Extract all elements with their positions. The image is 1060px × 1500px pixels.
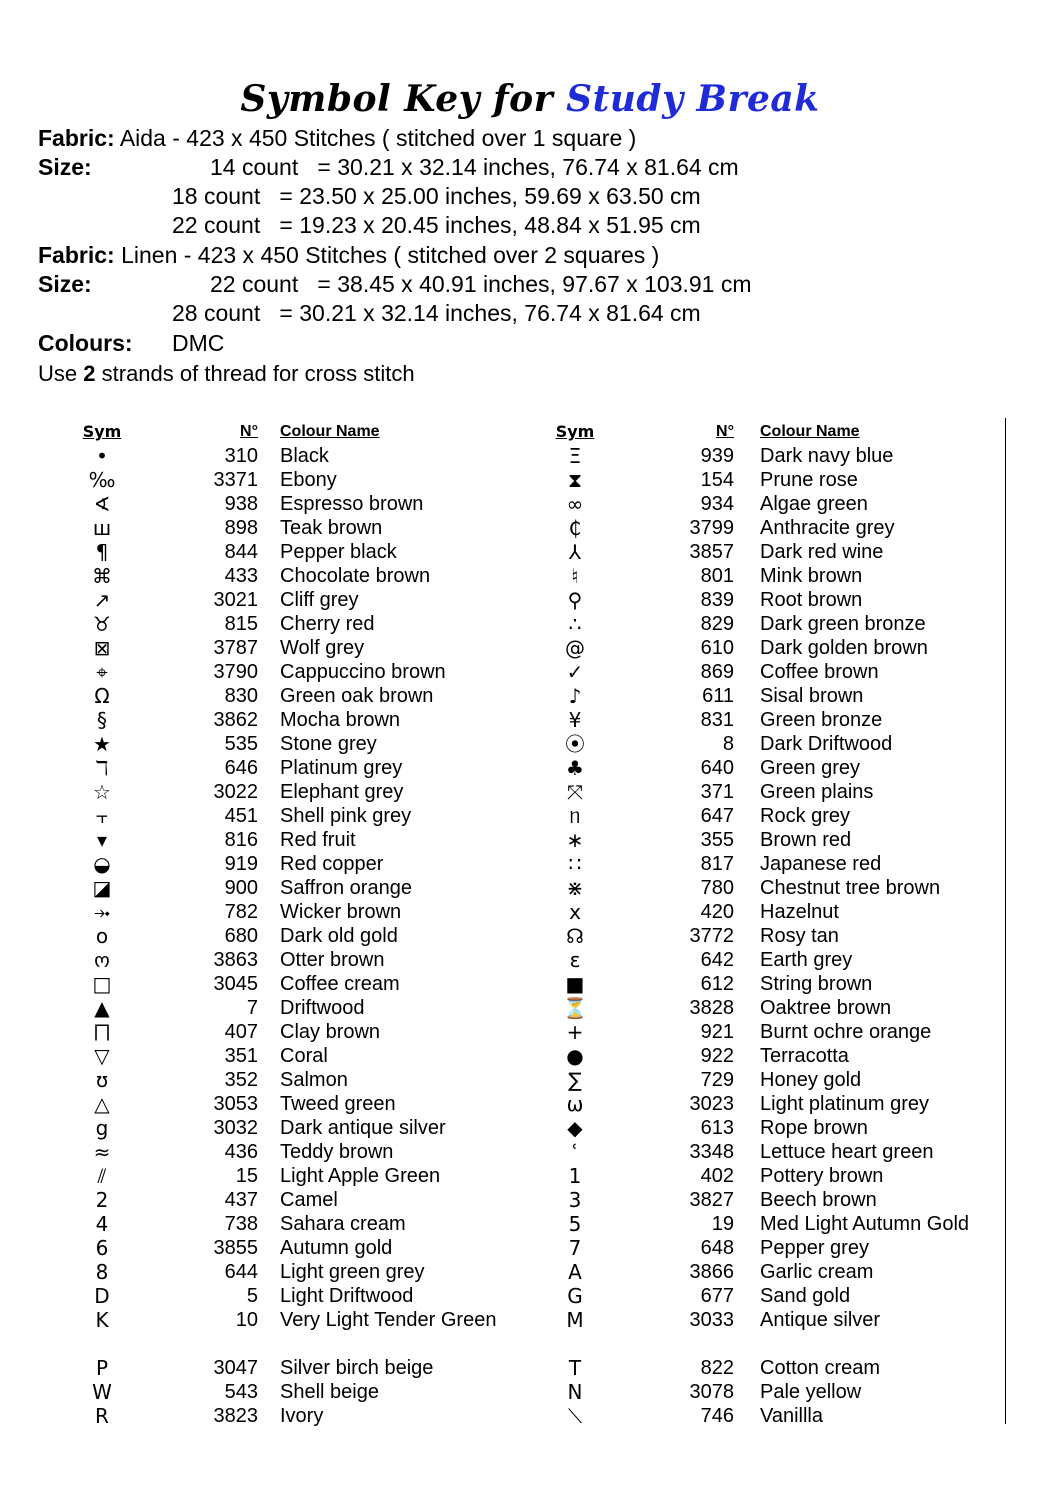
dmc-number: 402 [700, 1165, 734, 1187]
dmc-number: 3371 [213, 469, 258, 491]
stitch-symbol-icon: ო [94, 948, 110, 972]
stitch-symbol-icon: + [566, 1020, 584, 1044]
colour-name: Driftwood [280, 997, 365, 1019]
stitch-symbol-icon: ☆ [93, 780, 111, 804]
stitch-symbol-icon: ω [566, 1092, 584, 1116]
colour-name: Silver birch beige [280, 1357, 434, 1379]
colour-name: Red fruit [280, 829, 356, 851]
stitch-symbol-icon: ∷ [568, 852, 582, 876]
dmc-number: 407 [224, 1021, 258, 1043]
dmc-number: 451 [224, 805, 258, 827]
colour-name: Tweed green [280, 1093, 396, 1115]
colour-name: Algae green [760, 493, 868, 515]
stitch-symbol-icon: ‰ [88, 468, 116, 492]
colour-name: Sand gold [760, 1285, 851, 1307]
colour-name: Red copper [280, 853, 384, 875]
stitch-symbol-icon: ⤞ [94, 900, 110, 924]
stitch-symbol-icon: 6 [95, 1236, 109, 1260]
colour-name: Mink brown [760, 565, 863, 587]
dmc-number: 3078 [689, 1381, 734, 1403]
stitch-symbol-icon: ■ [565, 972, 585, 996]
size-row: 14 count = 30.21 x 32.14 inches, 76.74 x 81.64 cm [210, 154, 739, 180]
colour-name: Otter brown [280, 949, 385, 971]
stitch-symbol-icon: ∢ [93, 492, 111, 516]
strands-pre: Use [38, 361, 78, 386]
dmc-number: 3862 [213, 709, 258, 731]
dmc-number: 437 [224, 1189, 258, 1211]
dmc-number: 3787 [213, 637, 258, 659]
strands-count: 2 [83, 361, 96, 386]
dmc-number: 7 [246, 997, 258, 1019]
pattern-name: Study Break [566, 78, 820, 120]
stitch-symbol-icon: ▲ [94, 996, 110, 1020]
fabric-linen-text: Linen - 423 x 450 Stitches ( stitched over 2 squares ) [121, 242, 660, 268]
dmc-number: 815 [224, 613, 258, 635]
fabric-linen-line [38, 241, 659, 270]
stitch-symbol-icon: ⫟ [95, 804, 109, 828]
colour-name: Rosy tan [760, 925, 839, 947]
stitch-symbol-icon: ∗ [566, 828, 584, 852]
dmc-number: 3047 [213, 1357, 258, 1379]
colour-name: Light platinum grey [760, 1093, 929, 1115]
dmc-number: 3855 [213, 1237, 258, 1259]
colour-name: Pepper grey [760, 1237, 869, 1259]
stitch-symbol-icon: ⌘ [92, 564, 112, 588]
colour-name: Cliff grey [280, 589, 359, 611]
dmc-number: 3033 [689, 1309, 734, 1331]
stitch-symbol-icon: ⟍ [568, 1404, 582, 1428]
header-sym: Sym [82, 422, 122, 441]
stitch-symbol-icon: ¶ [95, 540, 109, 564]
dmc-number: 612 [700, 973, 734, 995]
dmc-number: 782 [224, 901, 258, 923]
colour-name: Light green grey [280, 1261, 425, 1283]
dmc-number: 310 [224, 445, 258, 467]
colour-name: Chestnut tree brown [760, 877, 941, 899]
colour-name: Terracotta [760, 1045, 849, 1067]
stitch-symbol-icon: D [94, 1284, 110, 1308]
dmc-number: 921 [700, 1021, 734, 1043]
colour-name: Green grey [760, 757, 861, 779]
size-row: 22 count = 38.45 x 40.91 inches, 97.67 x 103.91 cm [210, 271, 752, 297]
dmc-number: 640 [700, 757, 734, 779]
colour-name: Earth grey [760, 949, 853, 971]
colour-name: Shell pink grey [280, 805, 412, 827]
colour-name: Cotton cream [760, 1357, 881, 1379]
colour-name: Dark green bronze [760, 613, 926, 635]
colour-name: Sisal brown [760, 685, 864, 707]
colour-name: Coral [280, 1045, 328, 1067]
stitch-symbol-icon: ⚲ [567, 588, 583, 612]
dmc-number: 919 [224, 853, 258, 875]
colour-name: Coffee brown [760, 661, 879, 683]
dmc-number: 610 [700, 637, 734, 659]
stitch-symbol-icon: ▾ [96, 828, 108, 852]
dmc-number: 680 [224, 925, 258, 947]
colour-name: Anthracite grey [760, 517, 895, 539]
stitch-symbol-icon: ⦿ [565, 732, 585, 756]
dmc-number: 436 [224, 1141, 258, 1163]
stitch-symbol-icon: △ [94, 1092, 110, 1116]
dmc-number: 3857 [689, 541, 734, 563]
dmc-number: 3828 [689, 997, 734, 1019]
colour-name: Chocolate brown [280, 565, 431, 587]
dmc-number: 839 [700, 589, 734, 611]
header-colour-name: Colour Name [280, 423, 380, 440]
colour-name: Honey gold [760, 1069, 862, 1091]
dmc-number: 543 [224, 1381, 258, 1403]
stitch-symbol-icon: ⋇ [566, 876, 584, 900]
dmc-number: 729 [700, 1069, 734, 1091]
stitch-symbol-icon: ◒ [93, 852, 111, 876]
dmc-number: 780 [700, 877, 734, 899]
colour-name: Shell beige [280, 1381, 379, 1403]
stitch-symbol-icon: ⧗ [567, 468, 583, 492]
colour-name: Saffron orange [280, 877, 412, 899]
dmc-number: 613 [700, 1117, 734, 1139]
colour-name: Wicker brown [280, 901, 402, 923]
dmc-number: 3032 [213, 1117, 258, 1139]
dmc-number: 934 [700, 493, 734, 515]
stitch-symbol-icon: § [97, 708, 107, 732]
colour-name: Burnt ochre orange [760, 1021, 932, 1043]
dmc-number: 433 [224, 565, 258, 587]
stitch-symbol-icon: ◆ [567, 1116, 583, 1140]
size-linen-line [38, 270, 752, 299]
stitch-symbol-icon: ʿ [571, 1140, 579, 1164]
dmc-number: 869 [700, 661, 734, 683]
stitch-symbol-icon: ℸ [95, 756, 109, 780]
colour-name: Rock grey [760, 805, 851, 827]
colour-name: Pepper black [280, 541, 397, 563]
stitch-symbol-icon: g [95, 1116, 109, 1140]
strands-line [38, 359, 415, 388]
dmc-number: 831 [700, 709, 734, 731]
header-num: N° [716, 423, 734, 440]
stitch-symbol-icon: ♣ [566, 756, 584, 780]
dmc-number: 8 [722, 733, 734, 755]
dmc-number: 3348 [689, 1141, 734, 1163]
dmc-number: 816 [224, 829, 258, 851]
dmc-number: 646 [224, 757, 258, 779]
colour-name: String brown [760, 973, 873, 995]
dmc-number: 900 [224, 877, 258, 899]
dmc-number: 822 [700, 1357, 734, 1379]
size-label: Size: [38, 154, 92, 180]
dmc-number: 3790 [213, 661, 258, 683]
stitch-symbol-icon: ≈ [93, 1140, 111, 1164]
stitch-symbol-icon: A [568, 1260, 582, 1284]
colour-name: Dark navy blue [760, 445, 894, 467]
dmc-number: 644 [224, 1261, 258, 1283]
dmc-number: 351 [224, 1045, 258, 1067]
colour-name: Japanese red [760, 853, 882, 875]
stitch-symbol-icon: ∞ [566, 492, 584, 516]
dmc-number: 642 [700, 949, 734, 971]
dmc-number: 844 [224, 541, 258, 563]
stitch-symbol-icon: 1 [568, 1164, 582, 1188]
colour-name: Med Light Autumn Gold [760, 1213, 970, 1235]
dmc-number: 829 [700, 613, 734, 635]
colour-name: Lettuce heart green [760, 1141, 934, 1163]
stitch-symbol-icon: 7 [568, 1236, 582, 1260]
stitch-symbol-icon: Ω [94, 684, 110, 708]
colour-name: Antique silver [760, 1309, 881, 1331]
stitch-symbol-icon: ᥒ [569, 804, 581, 828]
colour-name: Wolf grey [280, 637, 365, 659]
stitch-symbol-icon: R [95, 1404, 109, 1428]
stitch-symbol-icon: x [569, 900, 581, 924]
stitch-symbol-icon: ⅄ [568, 540, 582, 564]
dmc-number: 611 [702, 685, 734, 707]
stitch-symbol-icon: ↗ [93, 588, 111, 612]
dmc-number: 355 [700, 829, 734, 851]
stitch-symbol-icon: ₵ [568, 516, 582, 540]
dmc-number: 10 [235, 1309, 258, 1331]
colour-name: Pale yellow [760, 1381, 862, 1403]
colour-name: Cherry red [280, 613, 375, 635]
colour-name: Cappuccino brown [280, 661, 446, 683]
stitch-symbol-icon: ʊ [95, 1068, 109, 1092]
stitch-symbol-icon: ¥ [568, 708, 582, 732]
stitch-symbol-icon: ⌖ [96, 660, 108, 684]
colour-name: Clay brown [280, 1021, 381, 1043]
dmc-number: 19 [711, 1213, 734, 1235]
dmc-number: 3866 [689, 1261, 734, 1283]
stitch-symbol-icon: ш [92, 516, 112, 540]
header-num: N° [240, 423, 258, 440]
dmc-number: 154 [700, 469, 734, 491]
colour-name: Green plains [760, 781, 874, 803]
stitch-symbol-icon: 5 [568, 1212, 582, 1236]
stitch-symbol-icon: T [568, 1356, 582, 1380]
header-colour-name: Colour Name [760, 423, 860, 440]
size-row: 28 count = 30.21 x 32.14 inches, 76.74 x 81.64 cm [172, 300, 701, 326]
stitch-symbol-icon: @ [565, 636, 585, 660]
colour-name: Beech brown [760, 1189, 877, 1211]
colour-name: Very Light Tender Green [280, 1309, 497, 1331]
stitch-symbol-icon: 3 [568, 1188, 582, 1212]
colour-name: Ebony [280, 469, 337, 491]
stitch-symbol-icon: ∑ [568, 1068, 582, 1092]
colour-name: Ivory [280, 1405, 324, 1427]
strands-post: strands of thread for cross stitch [101, 361, 415, 386]
size-row: 22 count = 19.23 x 20.45 inches, 48.84 x 51.95 cm [172, 212, 701, 238]
stitch-symbol-icon: N [567, 1380, 583, 1404]
stitch-symbol-icon: ☊ [566, 924, 584, 948]
colour-name: Teddy brown [280, 1141, 394, 1163]
fabric-label: Fabric: [38, 125, 115, 151]
colour-name: Dark Driftwood [760, 733, 893, 755]
stitch-symbol-icon: ⫽ [97, 1164, 107, 1188]
colour-name: Green bronze [760, 709, 883, 731]
colour-name: Hazelnut [760, 901, 839, 923]
stitch-symbol-icon: o [95, 924, 109, 948]
size-aida-line [38, 153, 739, 182]
header-sym: Sym [555, 422, 595, 441]
title-prefix: Symbol Key for [240, 78, 554, 120]
dmc-number: 898 [224, 517, 258, 539]
dmc-number: 830 [224, 685, 258, 707]
dmc-number: 746 [700, 1405, 734, 1427]
dmc-number: 3021 [213, 589, 258, 611]
stitch-symbol-icon: ▽ [94, 1044, 110, 1068]
stitch-symbol-icon: ◪ [92, 876, 112, 900]
colour-name: Stone grey [280, 733, 377, 755]
size-row: 18 count = 23.50 x 25.00 inches, 59.69 x 63.50 cm [172, 183, 701, 209]
stitch-symbol-icon: 4 [95, 1212, 109, 1236]
stitch-symbol-icon: K [95, 1308, 109, 1332]
stitch-symbol-icon: ♪ [568, 684, 582, 708]
colour-name: Prune rose [760, 469, 858, 491]
colour-name: Green oak brown [280, 685, 434, 707]
stitch-symbol-icon: ∴ [568, 612, 582, 636]
colour-name: Light Apple Green [280, 1165, 441, 1187]
colours-value: DMC [172, 330, 225, 356]
dmc-number: 352 [224, 1069, 258, 1091]
stitch-symbol-icon: ⊠ [93, 636, 111, 660]
size-label: Size: [38, 271, 92, 297]
stitch-symbol-icon: □ [92, 972, 112, 996]
colour-name: Oaktree brown [760, 997, 892, 1019]
dmc-number: 677 [700, 1285, 734, 1307]
dmc-number: 3023 [689, 1093, 734, 1115]
colour-name: Sahara cream [280, 1213, 406, 1235]
colour-name: Rope brown [760, 1117, 868, 1139]
dmc-number: 3863 [213, 949, 258, 971]
dmc-number: 5 [246, 1285, 258, 1307]
dmc-number: 3053 [213, 1093, 258, 1115]
colour-name: Coffee cream [280, 973, 400, 995]
stitch-symbol-icon: 8 [95, 1260, 109, 1284]
dmc-number: 738 [224, 1213, 258, 1235]
colour-name: Elephant grey [280, 781, 404, 803]
colour-name: Garlic cream [760, 1261, 874, 1283]
colours-label: Colours: [38, 330, 133, 356]
dmc-number: 15 [235, 1165, 258, 1187]
colour-name: Autumn gold [280, 1237, 393, 1259]
dmc-number: 922 [700, 1045, 734, 1067]
colour-name: Dark antique silver [280, 1117, 446, 1139]
colour-name: Mocha brown [280, 709, 401, 731]
stitch-symbol-icon: Ξ [568, 444, 582, 468]
colour-name: Dark red wine [760, 541, 884, 563]
stitch-symbol-icon: ♮ [571, 564, 579, 588]
dmc-number: 801 [700, 565, 734, 587]
dmc-number: 648 [700, 1237, 734, 1259]
stitch-symbol-icon: ɛ [569, 948, 581, 972]
colour-name: Dark old gold [280, 925, 398, 947]
dmc-number: 3022 [213, 781, 258, 803]
fabric-aida-line [38, 124, 636, 153]
stitch-symbol-icon: 2 [95, 1188, 109, 1212]
fabric-aida-text: Aida - 423 x 450 Stitches ( stitched over 1 square ) [119, 125, 637, 151]
dmc-number: 939 [700, 445, 734, 467]
colour-name: Teak brown [280, 517, 383, 539]
colour-name: Pottery brown [760, 1165, 884, 1187]
colour-name: Espresso brown [280, 493, 424, 515]
colour-name: Vanillla [760, 1405, 823, 1427]
stitch-symbol-icon: ✓ [566, 660, 584, 684]
colour-name: Black [280, 445, 329, 467]
right-margin-rule [1005, 418, 1006, 1424]
stitch-symbol-icon: • [96, 444, 108, 468]
stitch-symbol-icon: ⨅ [94, 1020, 110, 1044]
dmc-number: 420 [700, 901, 734, 923]
stitch-symbol-icon: G [567, 1284, 583, 1308]
colour-name: Dark golden brown [760, 637, 928, 659]
colour-name: Salmon [280, 1069, 348, 1091]
colour-name: Camel [280, 1189, 338, 1211]
colour-name: Brown red [760, 829, 852, 851]
colour-name: Platinum grey [280, 757, 403, 779]
stitch-symbol-icon: W [92, 1380, 112, 1404]
colour-name: Root brown [760, 589, 863, 611]
dmc-number: 3799 [689, 517, 734, 539]
stitch-symbol-icon: P [95, 1356, 109, 1380]
dmc-number: 3823 [213, 1405, 258, 1427]
dmc-number: 535 [224, 733, 258, 755]
dmc-number: 938 [224, 493, 258, 515]
stitch-symbol-icon: M [566, 1308, 584, 1332]
stitch-symbol-icon: ● [566, 1044, 584, 1068]
dmc-number: 3827 [689, 1189, 734, 1211]
dmc-number: 817 [700, 853, 734, 875]
colour-name: Light Driftwood [280, 1285, 414, 1307]
colours-line [38, 329, 225, 358]
dmc-number: 3772 [689, 925, 734, 947]
stitch-symbol-icon: ⤧ [567, 780, 583, 804]
fabric-label: Fabric: [38, 242, 115, 268]
page-title [0, 78, 1060, 120]
stitch-symbol-icon: ⏳ [562, 996, 588, 1020]
dmc-number: 647 [700, 805, 734, 827]
stitch-symbol-icon: ♉ [93, 612, 111, 636]
stitch-symbol-icon: ★ [93, 732, 111, 756]
dmc-number: 371 [700, 781, 734, 803]
dmc-number: 3045 [213, 973, 258, 995]
